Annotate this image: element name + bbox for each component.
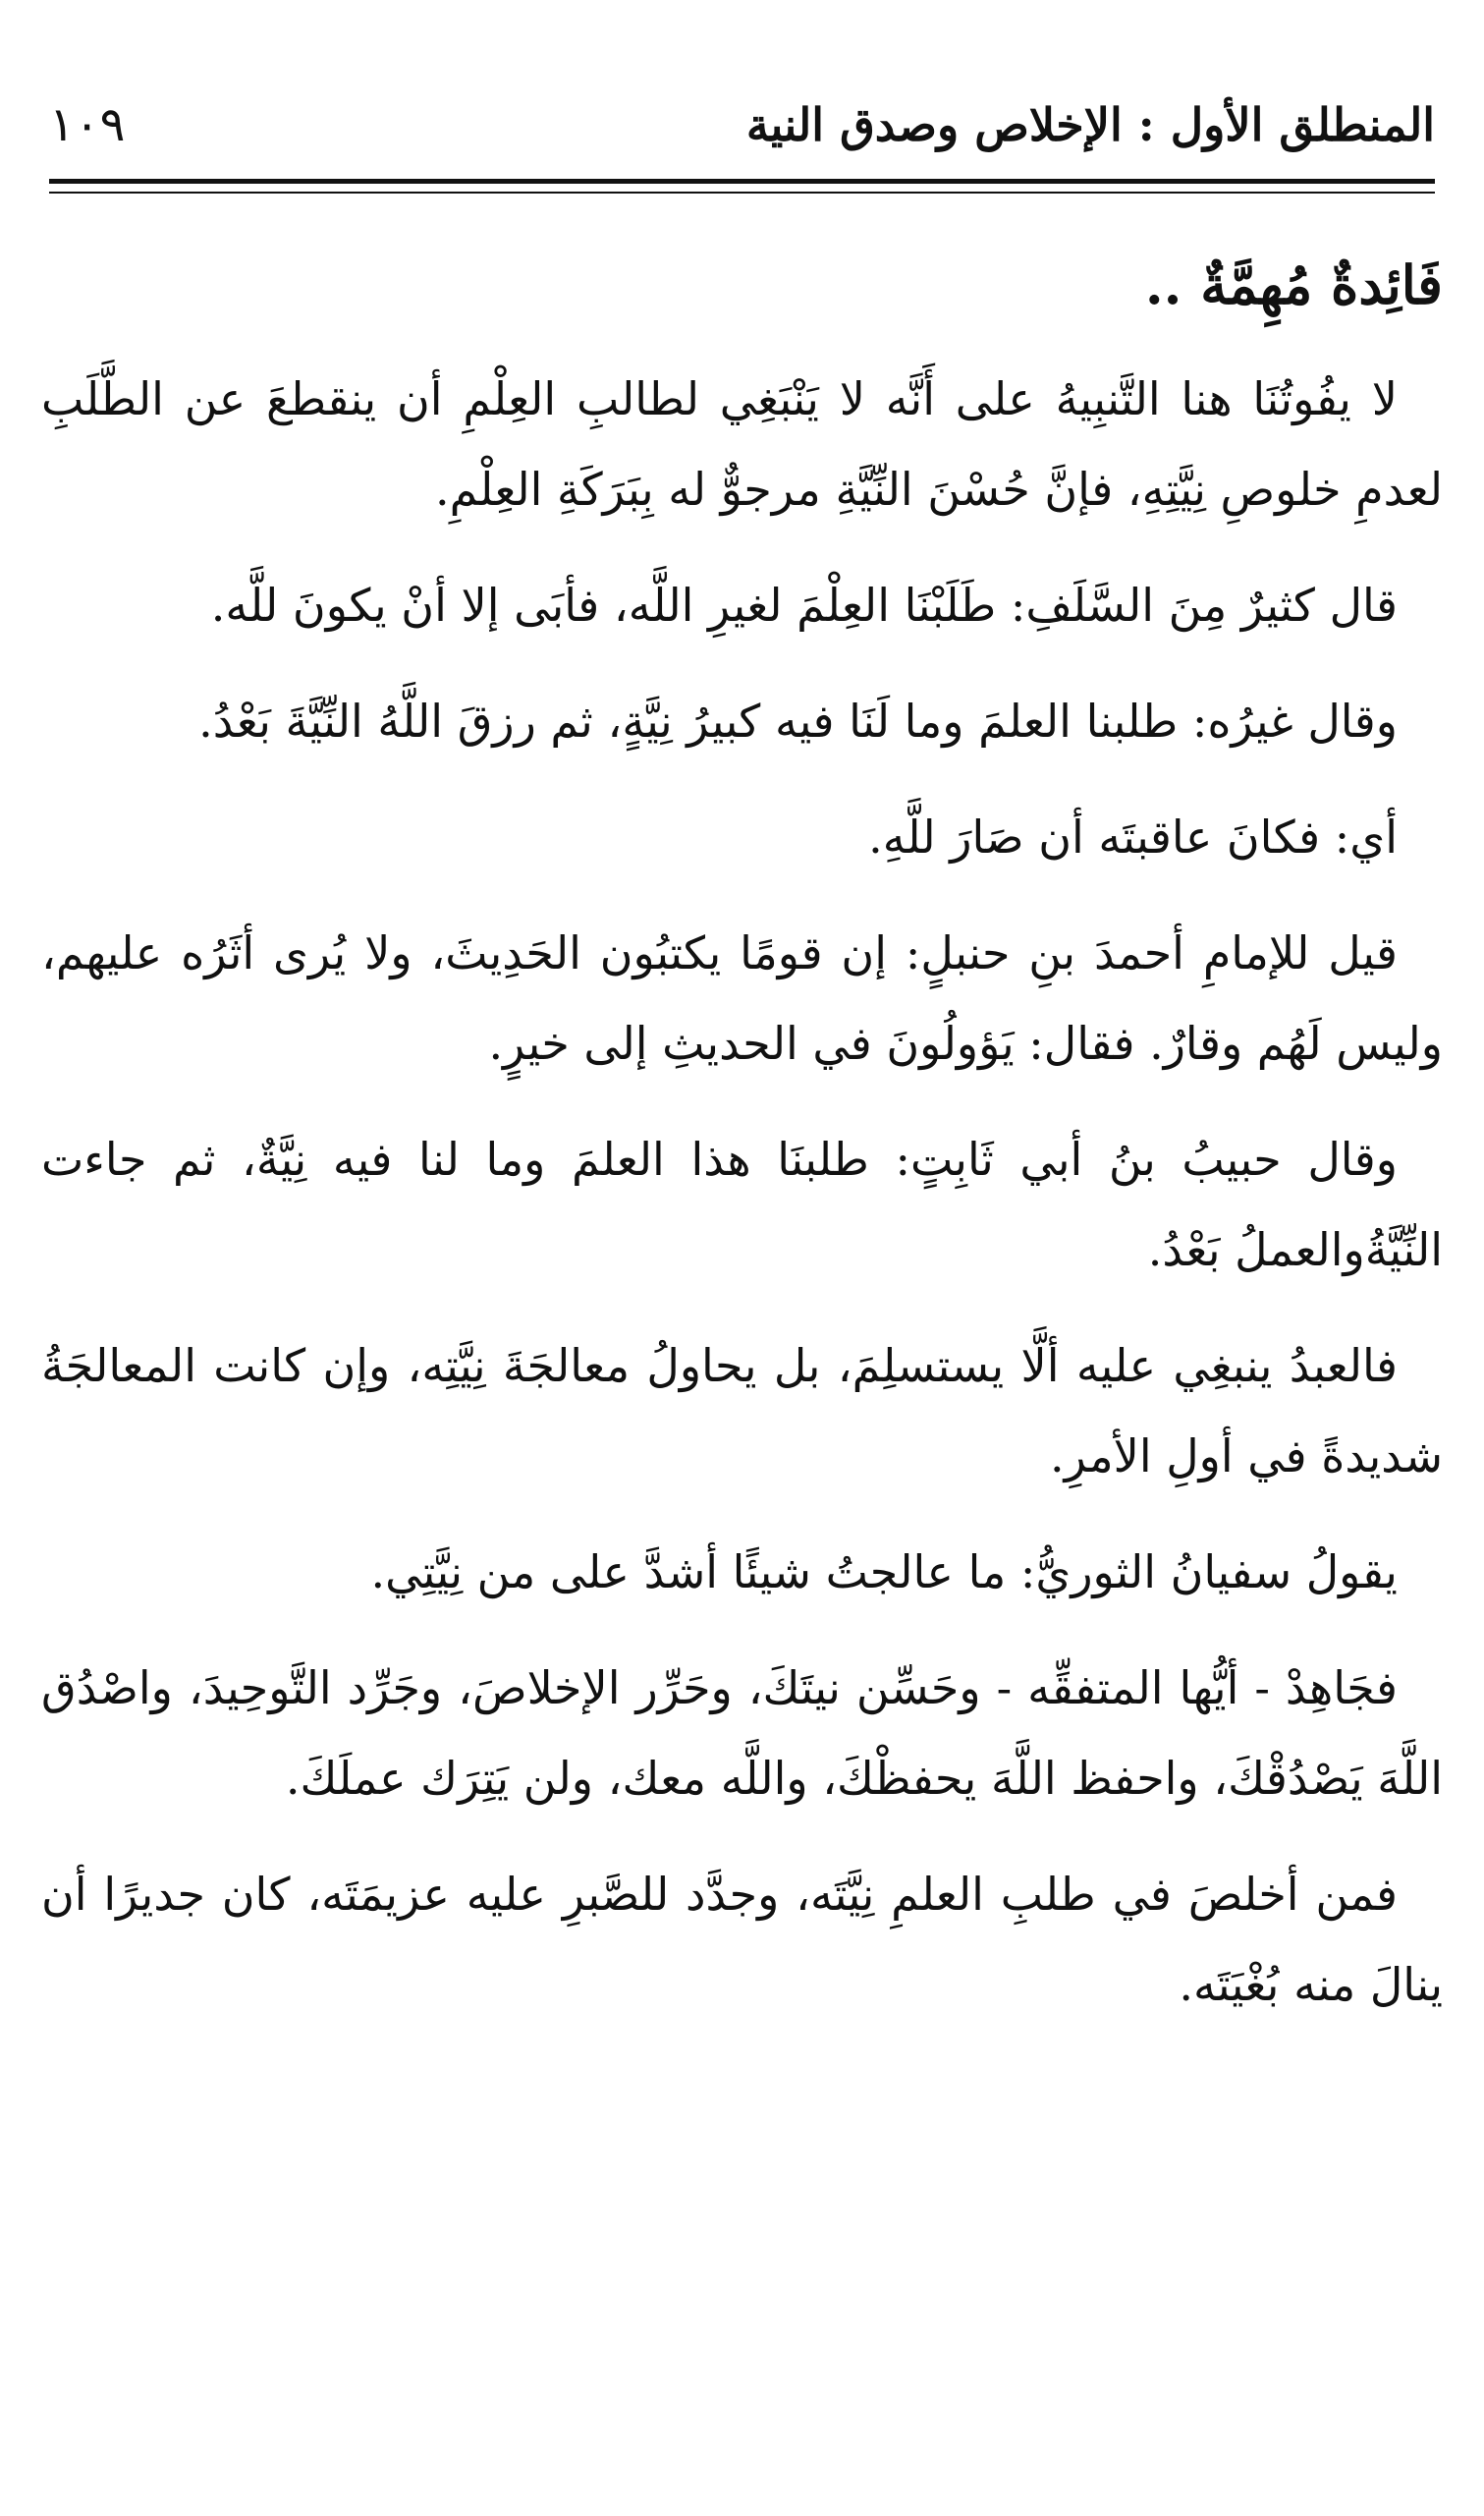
- header-rule-thin: [49, 192, 1435, 194]
- page-number: ١٠٩: [49, 97, 126, 152]
- page-body: [41, 244, 1443, 2055]
- running-header: [49, 90, 1435, 159]
- chapter-title: المنطلق الأول : الإخلاص وصدق النية: [745, 98, 1435, 151]
- section-heading: فَائِدةٌ مُهِمَّةٌ ..: [1144, 253, 1443, 316]
- paragraph: فمن أخلصَ في طلبِ العلمِ نِيَّتَه، وجدَّد للصَّبرِ عليه عزيمَتَه، كان جديرًا أن ينالَ منه بُغْيَتَه.: [41, 1868, 1443, 2011]
- paragraph: وقال حبيبُ بنُ أبي ثَابِتٍ: طلبنَا هذا العلمَ وما لنا فيه نِيَّةٌ، ثم جاءت النِّيَّةُوالعملُ بَعْدُ.: [41, 1133, 1443, 1276]
- paragraph: لا يفُوتُنَا هنا التَّنبِيهُ على أَنَّه لا يَنْبَغِي لطالبِ العِلْمِ أن ينقطعَ عن الطَّلَبِ لعدمِ خلوصِ نِيَّتِهِ، فإنَّ حُسْنَ النِّيَّةِ مرجوٌّ له بِبَرَكَةِ العِلْمِ.: [41, 372, 1443, 516]
- paragraph: قال كثيرٌ مِنَ السَّلَفِ: طَلَبْنَا العِلْمَ لغيرِ اللَّه، فأبَى إلا أنْ يكونَ للَّه.: [210, 579, 1398, 632]
- paragraph: يقولُ سفيانُ الثوريُّ: ما عالجتُ شيئًا أشدَّ على من نِيَّتِي.: [370, 1545, 1398, 1598]
- paragraph: وقال غيرُه: طلبنا العلمَ وما لَنَا فيه كبيرُ نِيَّةٍ، ثم رزقَ اللَّهُ النِّيَّةَ بَعْدُ.: [198, 695, 1398, 748]
- paragraph: قيل للإمامِ أحمدَ بنِ حنبلٍ: إن قومًا يكتبُون الحَدِيثَ، ولا يُرى أثَرُه عليهم، وليس لَهُم وقارٌ. فقال: يَؤولُونَ في الحديثِ إلى خيرٍ.: [41, 926, 1443, 1070]
- paragraph: فجَاهِدْ - أيُّها المتفقِّه - وحَسِّن نيتَكَ، وحَرِّر الإخلاصَ، وجَرِّد التَّوحِيدَ، واصْدُق اللَّهَ يَصْدُقْكَ، واحفظ اللَّهَ يحفظْكَ، واللَّه معك، ولن يَتِرَك عملَكَ.: [41, 1661, 1443, 1805]
- paragraph: أي: فكانَ عاقبتَه أن صَارَ للَّهِ.: [868, 811, 1398, 864]
- header-rule-thick: [49, 179, 1435, 184]
- paragraph: فالعبدُ ينبغِي عليه ألَّا يستسلِمَ، بل يحاولُ معالجَةَ نِيَّتِه، وإن كانت المعالجَةُ شديدةً في أولِ الأمرِ.: [41, 1339, 1443, 1482]
